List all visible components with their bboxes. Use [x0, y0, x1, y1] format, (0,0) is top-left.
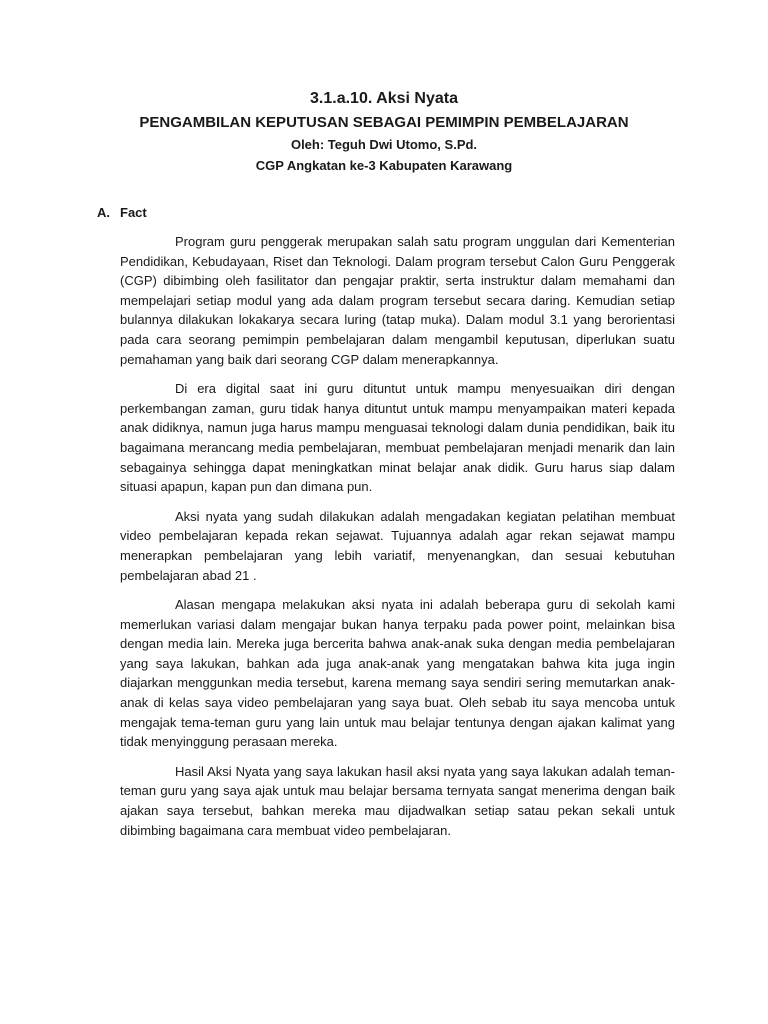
paragraph: Aksi nyata yang sudah dilakukan adalah mengadakan kegiatan pelatihan membuat video pembelajaran kepada rekan sejawat. Tujuannya adalah agar rekan sejawat mampu menerapkan pembelajaran yang lebih variatif, menyenangkan, dan sesuai kebutuhan pembelajaran abad 21 .: [120, 508, 675, 583]
paragraph: Alasan mengapa melakukan aksi nyata ini adalah beberapa guru di sekolah kami memerlukan variasi dalam mengajar bukan hanya terpaku pada power point, melainkan bisa dengan media lain. Mereka juga bercerita bahwa anak-anak suka dengan media pembelajaran yang saya lakukan, bahkan ada juga anak-anak yang mengatakan bahwa kita juga ingin diajarkan menggunkan media tersebut, karena memang saya sendiri sering memutarkan anak-anak di kelas saya video pembelajaran yang saya buat. Oleh sebab itu saya mencoba untuk mengajak tema-teman guru yang lain untuk mau belajar tentunya dengan ajakan kalimat yang tidak menyinggung perasaan mereka.: [120, 597, 675, 750]
section-heading: [97, 203, 147, 223]
section-number: A.: [97, 205, 110, 220]
section-title: Fact: [120, 205, 147, 220]
paragraph: Hasil Aksi Nyata yang saya lakukan hasil aksi nyata yang saya lakukan adalah teman-teman guru yang saya ajak untuk mau belajar bersama ternyata sangat menerima dengan baik ajakan saya tersebut, bahkan mereka mau dijadwalkan setiap satau pekan sekali untuk dibimbing bagaimana cara membuat video pembelajaran.: [120, 763, 675, 838]
paragraph: Di era digital saat ini guru dituntut untuk mampu menyesuaikan diri dengan perkembangan zaman, guru tidak hanya dituntut untuk mampu menyampaikan materi kepada anak didiknya, namun juga harus mampu menguasai teknologi dalam dunia pendidikan, baik itu bagaimana merancang media pembelajaran, membuat pembelajaran menjadi menarik dan lain sebagainya sehingga dapat meningkatkan minat belajar anak didik. Guru harus siap dalam situasi apapun, kapan pun dan dimana pun.: [120, 381, 675, 495]
paragraph: Program guru penggerak merupakan salah satu program unggulan dari Kementerian Pendidikan, Kebudayaan, Riset dan Teknologi. Dalam program tersebut Calon Guru Penggerak (CGP) dibimbing oleh fasilitator dan pengajar praktir, serta instruktur dalam memahami dan mempelajari setiap modul yang ada dalam program tersebut secara daring. Kemudian setiap bulannya dilakukan lokakarya secara luring (tatap muka). Dalam modul 3.1 yang berorientasi pada cara seorang pemimpin pembelajaran dalam mengambil keputusan, diperlukan suatu pemahaman yang baik dari seorang CGP dalam menerapkannya.: [120, 234, 675, 367]
document-header: [0, 86, 768, 176]
document-affiliation: CGP Angkatan ke-3 Kabupaten Karawang: [255, 158, 513, 173]
document-body: [120, 232, 675, 850]
document-author: Oleh: Teguh Dwi Utomo, S.Pd.: [290, 137, 478, 152]
document-code: 3.1.a.10. Aksi Nyata: [310, 90, 458, 107]
document-title: PENGAMBILAN KEPUTUSAN SEBAGAI PEMIMPIN PEMBELAJARAN: [139, 114, 629, 131]
